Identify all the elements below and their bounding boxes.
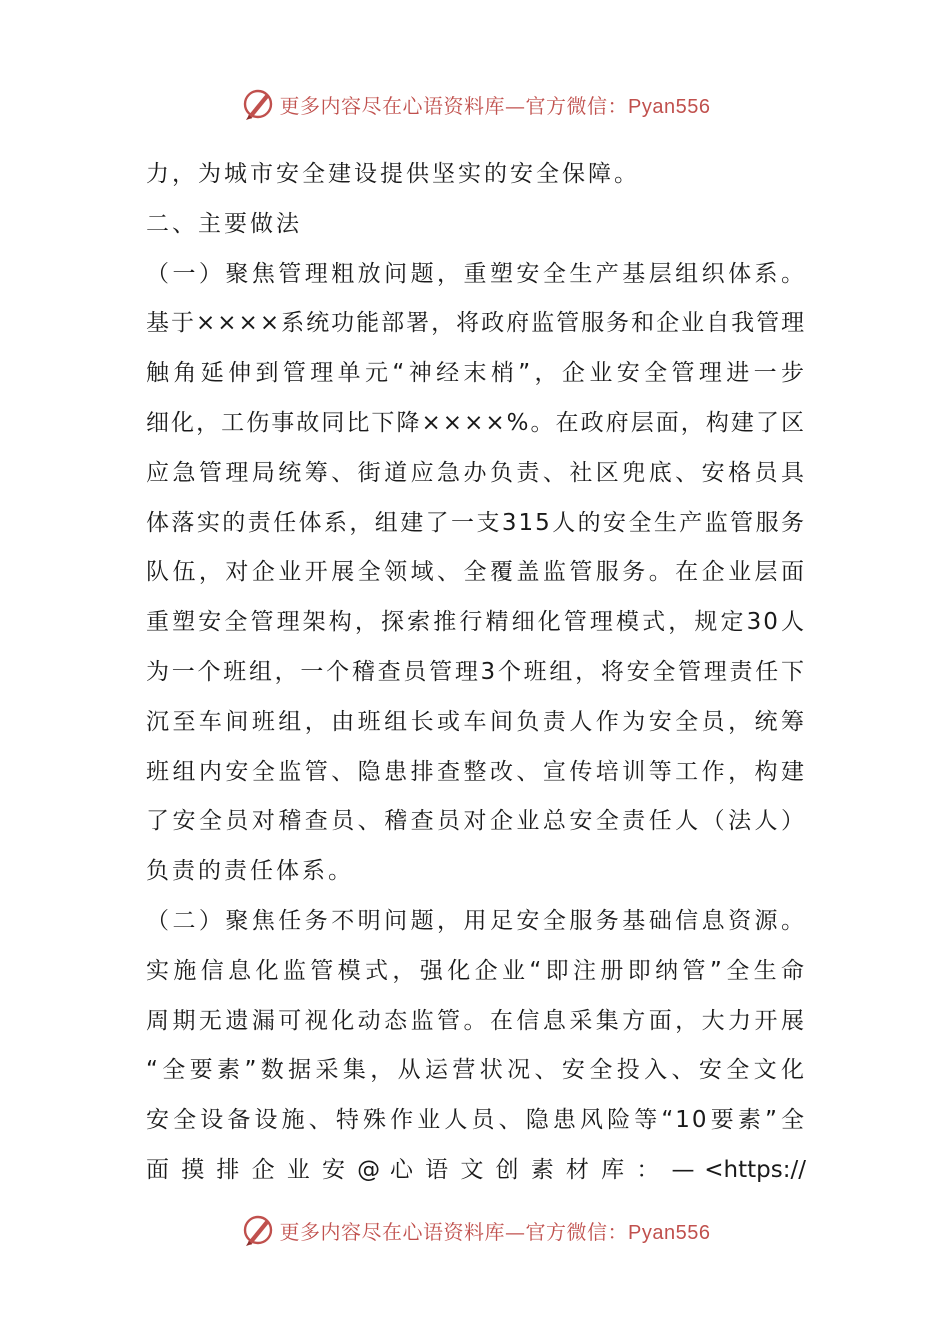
body-text: [146, 150, 806, 1196]
watermark-text: 更多内容尽在心语资料库—官方微信：Pyan556: [279, 1219, 711, 1244]
watermark-footer: [0, 1210, 950, 1250]
pen-logo-icon: [240, 1212, 276, 1248]
text-line: 体落实的责任体系，组建了一支315人的安全生产监管服务: [146, 509, 806, 536]
subsection-heading: （二）聚焦任务不明问题，用足安全服务基础信息资源。: [146, 907, 806, 934]
text-line: 应急管理局统筹、街道应急办负责、社区兜底、安格员具: [146, 459, 806, 486]
text-line: 负责的责任体系。: [146, 858, 354, 885]
text-line: 实施信息化监管模式，强化企业“即注册即纳管”全生命: [146, 957, 806, 984]
subsection-heading: （一）聚焦管理粗放问题，重塑安全生产基层组织体系。: [146, 260, 806, 287]
text-line: 沉至车间班组，由班组长或车间负责人作为安全员，统筹: [146, 708, 806, 735]
text-line: “全要素”数据采集，从运营状况、安全投入、安全文化: [146, 1057, 806, 1084]
section-heading: 二、主要做法: [146, 210, 302, 237]
text-line: 触角延伸到管理单元“神经末梢”，企业安全管理进一步: [146, 360, 806, 387]
text-line: 重塑安全管理架构，探索推行精细化管理模式，规定30人: [146, 609, 806, 636]
text-line: 了安全员对稽查员、稽查员对企业总安全责任人（法人）: [146, 808, 806, 835]
text-line: 力，为城市安全建设提供坚实的安全保障。: [146, 161, 640, 187]
text-line: 周期无遗漏可视化动态监管。在信息采集方面，大力开展: [146, 1007, 806, 1034]
text-line: 班组内安全监管、隐患排查整改、宣传培训等工作，构建: [146, 758, 806, 785]
text-line: 安全设备设施、特殊作业人员、隐患风险等“10要素”全: [146, 1107, 806, 1134]
text-line: 基于××××系统功能部署，将政府监管服务和企业自我管理: [146, 310, 806, 337]
text-line: 为一个班组，一个稽查员管理3个班组，将安全管理责任下: [146, 658, 806, 685]
watermark-header: [0, 84, 950, 124]
text-line: 队伍，对企业开展全领域、全覆盖监管服务。在企业层面: [146, 559, 806, 586]
text-line: 面 摸 排 企 业 安 @ 心 语 文 创 素 材 库 ： — <https://: [146, 1156, 806, 1183]
text-line: 细化，工伤事故同比下降××××%。在政府层面，构建了区: [146, 409, 806, 436]
watermark-text: 更多内容尽在心语资料库—官方微信：Pyan556: [279, 93, 711, 118]
pen-logo-icon: [240, 86, 276, 122]
